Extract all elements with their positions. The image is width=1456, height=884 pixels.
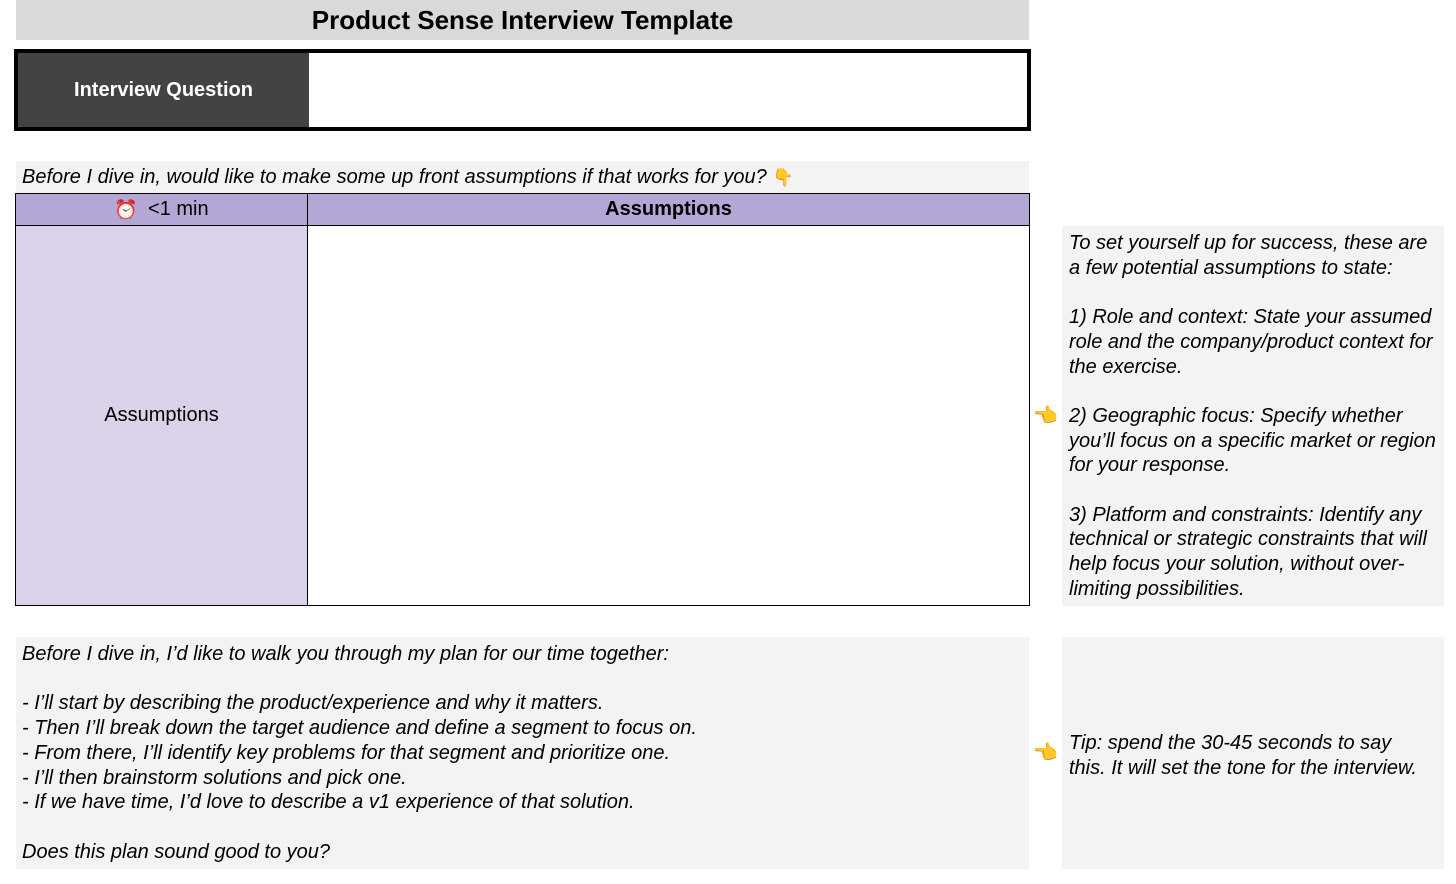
plan-tip bbox=[1062, 637, 1444, 869]
plan-step: - From there, I’ll identify key problems for that segment and prioritize one. bbox=[22, 741, 671, 764]
page-title: Product Sense Interview Template bbox=[16, 0, 1029, 40]
pointing-left-icon: 👈 bbox=[1033, 405, 1058, 427]
pointing-left-icon: 👈 bbox=[1033, 742, 1058, 764]
plan-step: - I’ll start by describing the product/experience and why it matters. bbox=[22, 692, 604, 715]
interview-question-row bbox=[14, 49, 1031, 131]
assumptions-prompt-text: Before I dive in, would like to make some up front assumptions if that works for you? bbox=[22, 166, 767, 188]
plan-closing: Does this plan sound good to you? bbox=[22, 840, 330, 863]
plan-script bbox=[16, 637, 1029, 869]
interview-question-label: Interview Question bbox=[18, 53, 309, 127]
plan-tip-text: Tip: spend the 30-45 seconds to say this. It will set the tone for the interview. bbox=[1069, 731, 1417, 779]
assumptions-row-label: Assumptions bbox=[16, 226, 308, 605]
assumptions-tip: To set yourself up for success, these are a few potential assumptions to state: 1) Role and context: State your assumed role and the company/product context for the exercise. 2) Geographic focus: Specify whether you’ll focus on a specific market or region for your response. 3) Platform and constraints: Identify any technical or strategic constraints that will help focus your solution, without over-limiting possibilities. bbox=[1062, 226, 1444, 606]
assumptions-header-cell: Assumptions bbox=[308, 194, 1029, 226]
plan-intro: Before I dive in, I’d like to walk you through my plan for our time together: bbox=[22, 643, 669, 665]
alarm-clock-icon: ⏰ bbox=[114, 199, 139, 221]
plan-step: - Then I’ll break down the target audience and define a segment to focus on. bbox=[22, 717, 697, 740]
assumptions-prompt bbox=[16, 161, 1029, 194]
plan-step: - If we have time, I’d love to describe a v1 experience of that solution. bbox=[22, 791, 635, 814]
time-label: <1 min bbox=[148, 198, 209, 220]
time-header-cell bbox=[16, 194, 308, 226]
plan-step: - I’ll then brainstorm solutions and pick one. bbox=[22, 766, 407, 789]
assumptions-table bbox=[15, 193, 1030, 606]
interview-question-input[interactable] bbox=[309, 53, 1027, 127]
assumptions-input-cell[interactable] bbox=[308, 226, 1029, 605]
pointing-down-icon: 👇 bbox=[772, 168, 794, 187]
